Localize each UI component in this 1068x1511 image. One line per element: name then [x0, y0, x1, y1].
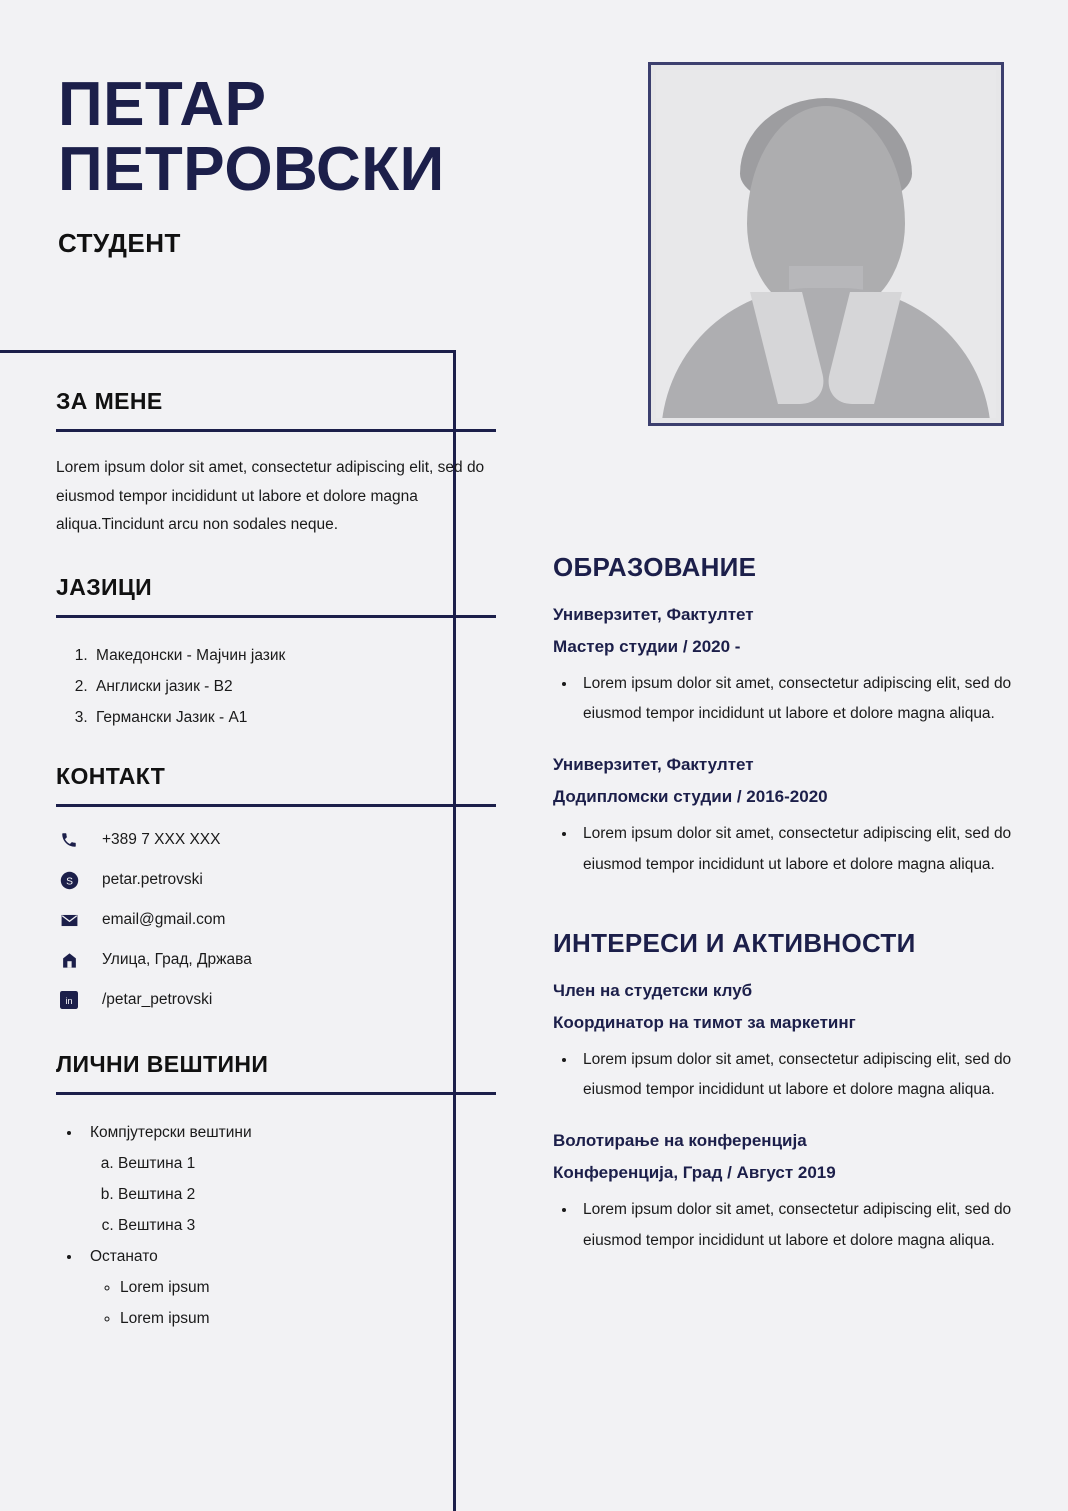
education-detail: Додипломски студии / 2016-2020: [553, 787, 828, 807]
education-entry: [553, 755, 1015, 879]
education-heading: ОБРАЗОВАНИЕ: [553, 552, 757, 582]
education-bullets: [553, 819, 1015, 879]
languages-heading: ЈАЗИЦИ: [56, 574, 153, 601]
list-item: ◦ Lorem ipsum: [120, 1272, 496, 1303]
role-subtitle: СТУДЕНТ: [58, 228, 181, 259]
contact-underline: [56, 804, 496, 807]
interests-detail: Конференција, Град / Август 2019: [553, 1163, 836, 1183]
education-institution: Универзитет, Фактултет: [553, 755, 754, 775]
skills-underline: [56, 1092, 496, 1095]
section-about: [56, 388, 496, 540]
contact-value-email: email@gmail.com: [102, 911, 226, 929]
contact-value-skype: petar.petrovski: [102, 871, 203, 889]
languages-list: [56, 640, 496, 733]
list-item: • Lorem ipsum dolor sit amet, consectetur adipiscing elit, sed do eiusmod tempor incididunt ut labore et dolore magna aliqua.: [577, 1045, 1015, 1105]
photo-inner: [656, 70, 996, 418]
contact-row-skype: [56, 869, 496, 891]
interests-heading: ИНТЕРЕСИ И АКТИВНОСТИ: [553, 927, 916, 958]
list-item: 1. Македонски - Мајчин јазик: [92, 640, 496, 671]
contact-heading: КОНТАКТ: [56, 763, 166, 790]
interests-bullets: [553, 1045, 1015, 1105]
interests-entry: [553, 981, 1015, 1105]
list-item: • Lorem ipsum dolor sit amet, consectetur adipiscing elit, sed do eiusmod tempor incididunt ut labore et dolore magna aliqua.: [577, 669, 1015, 729]
interests-entry: [553, 1131, 1015, 1255]
education-entry: [553, 605, 1015, 729]
section-education: [553, 552, 1015, 880]
avatar-body-shape: [661, 288, 991, 418]
page-title: [58, 70, 618, 205]
linkedin-icon: [56, 989, 82, 1011]
interests-bullets: [553, 1195, 1015, 1255]
list-item: c. Вештина 3: [118, 1210, 496, 1241]
list-item: 3. Германски Јазик - A1: [92, 702, 496, 733]
interests-role: Член на студетски клуб: [553, 980, 753, 1000]
skills-group1-list: [90, 1148, 496, 1241]
section-contact: [56, 763, 496, 1011]
section-languages: [56, 574, 496, 733]
list-item: [82, 1117, 496, 1241]
skills-list: [56, 1117, 496, 1334]
contact-row-location: [56, 949, 496, 971]
divider-horizontal: [0, 350, 456, 353]
header: [58, 72, 618, 259]
contact-value-linkedin: /petar_petrovski: [102, 991, 213, 1009]
list-item: • Lorem ipsum dolor sit amet, consectetur adipiscing elit, sed do eiusmod tempor incididunt ut labore et dolore magna aliqua.: [577, 1195, 1015, 1255]
skills-heading: ЛИЧНИ ВЕШТИНИ: [56, 1051, 269, 1078]
about-heading: ЗА МЕНЕ: [56, 388, 163, 414]
first-name: ПЕТАР: [58, 70, 267, 139]
skills-group1-label: Компјутерски вештини: [90, 1124, 252, 1142]
svg-text:in: in: [65, 995, 73, 1006]
about-text: Lorem ipsum dolor sit amet, consectetur adipiscing elit, sed do eiusmod tempor incididunt ut labore et dolore magna aliqua.Tincidunt arcu non sodales neque.: [56, 459, 485, 534]
list-item: b. Вештина 2: [118, 1179, 496, 1210]
about-underline: [56, 429, 496, 432]
languages-underline: [56, 615, 496, 618]
last-name: ПЕТРОВСКИ: [58, 135, 445, 205]
skills-group2-label: Останато: [90, 1248, 158, 1266]
section-interests: [553, 928, 1015, 1256]
profile-photo: [648, 62, 1004, 426]
email-icon: [56, 909, 82, 931]
contact-value-phone: +389 7 XXX XXX: [102, 831, 221, 849]
education-detail: Мастер студии / 2020 -: [553, 637, 741, 656]
contact-row-linkedin: [56, 989, 496, 1011]
contact-value-location: Улица, Град, Држава: [102, 951, 252, 969]
list-item: [82, 1241, 496, 1334]
contact-row-email: [56, 909, 496, 931]
phone-icon: [56, 829, 82, 851]
list-item: 2. Англиски јазик - B2: [92, 671, 496, 702]
left-column: [56, 388, 496, 1334]
interests-detail: Координатор на тимот за маркетинг: [553, 1012, 856, 1032]
contact-row-phone: [56, 829, 496, 851]
skype-icon: [56, 869, 82, 891]
interests-role: Волотирање на конференција: [553, 1131, 807, 1151]
svg-text:S: S: [65, 875, 73, 887]
list-item: ◦ Lorem ipsum: [120, 1303, 496, 1334]
skills-group2-list: [90, 1272, 496, 1334]
list-item: • Lorem ipsum dolor sit amet, consectetur adipiscing elit, sed do eiusmod tempor incididunt ut labore et dolore magna aliqua.: [577, 819, 1015, 879]
education-institution: Универзитет, Фактултет: [553, 605, 754, 624]
list-item: a. Вештина 1: [118, 1148, 496, 1179]
education-bullets: [553, 669, 1015, 729]
location-icon: [56, 949, 82, 971]
section-skills: [56, 1051, 496, 1334]
right-column: [553, 552, 1015, 1282]
